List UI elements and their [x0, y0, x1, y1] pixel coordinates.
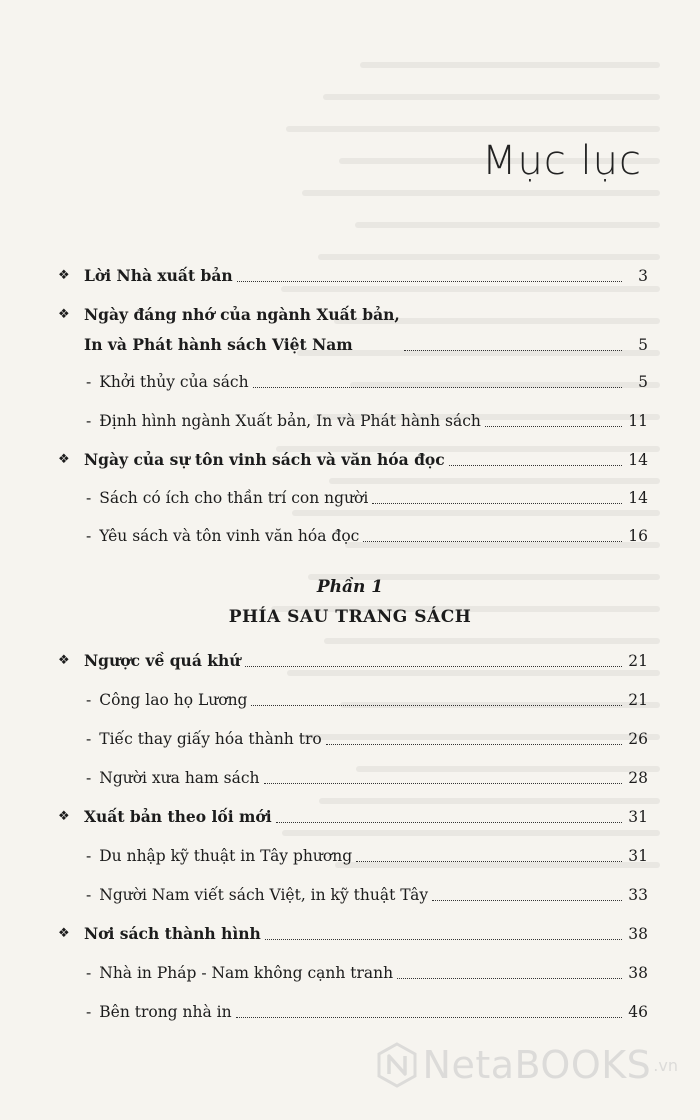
toc-label: Nhà in Pháp - Nam không cạnh tranh — [99, 964, 394, 982]
leader-dots — [245, 666, 622, 667]
dash-marker: - — [86, 527, 92, 545]
watermark-tld: .vn — [653, 1055, 678, 1075]
dash-marker: - — [86, 964, 92, 982]
toc-label: Khởi thủy của sách — [99, 373, 249, 391]
dash-marker: - — [86, 489, 92, 507]
toc-page-number: 21 — [628, 652, 648, 670]
toc-label: Lời Nhà xuất bản — [84, 266, 233, 285]
watermark-word: NetaBOOKS — [422, 1043, 652, 1087]
toc-page-number: 3 — [638, 267, 648, 285]
toc-entry[interactable] — [58, 962, 648, 984]
ghost-line — [323, 94, 660, 100]
leader-dots — [251, 705, 622, 706]
toc-label: Người xưa ham sách — [99, 769, 260, 787]
toc-page-number: 16 — [628, 527, 648, 545]
leader-dots — [264, 783, 622, 784]
toc-label: Ngược về quá khứ — [84, 651, 241, 670]
diamond-bullet-icon: ❖ — [58, 307, 70, 322]
toc-entry[interactable] — [58, 650, 648, 672]
leader-dots — [432, 900, 622, 901]
toc-page-number: 21 — [628, 691, 648, 709]
leader-dots — [265, 939, 622, 940]
toc-page-number: 38 — [628, 964, 648, 982]
toc-label: Xuất bản theo lối mới — [84, 807, 272, 826]
toc-page-number: 38 — [628, 925, 648, 943]
dash-marker: - — [86, 412, 92, 430]
toc-label: Định hình ngành Xuất bản, In và Phát hành sách — [99, 412, 481, 430]
toc-label: Công lao họ Lương — [99, 691, 248, 709]
toc-label — [84, 304, 400, 356]
toc-entry[interactable] — [58, 923, 648, 945]
ghost-line — [360, 62, 660, 68]
part-title: PHÍA SAU TRANG SÁCH — [228, 607, 472, 627]
leader-dots — [236, 1017, 622, 1018]
toc-page-number: 26 — [628, 730, 648, 748]
toc-page-number: 11 — [628, 412, 648, 430]
toc-label: Tiếc thay giấy hóa thành tro — [99, 730, 322, 748]
toc-entry[interactable] — [58, 371, 648, 393]
toc-entry[interactable] — [58, 525, 648, 547]
toc-page-number: 33 — [628, 886, 648, 904]
leader-dots — [397, 978, 622, 979]
toc-entry[interactable] — [58, 728, 648, 750]
toc-page-number: 14 — [628, 489, 648, 507]
toc-label-line: In và Phát hành sách Việt Nam — [84, 335, 353, 354]
diamond-bullet-icon: ❖ — [58, 452, 70, 467]
dash-marker: - — [86, 847, 92, 865]
ghost-line — [286, 126, 660, 132]
toc-entry[interactable] — [58, 410, 648, 432]
hexagon-n-logo-icon — [377, 1042, 417, 1088]
ghost-line — [355, 222, 660, 228]
toc-page-number: 46 — [628, 1003, 648, 1021]
toc-page-number: 31 — [628, 847, 648, 865]
toc-part-1 — [58, 650, 648, 1023]
toc-page-number: 28 — [628, 769, 648, 787]
part-number: Phần 1 — [316, 577, 384, 597]
toc-entry[interactable] — [58, 845, 648, 867]
toc-entry[interactable] — [58, 487, 648, 509]
toc-intro — [58, 265, 648, 547]
dash-marker: - — [86, 1003, 92, 1021]
leader-dots — [237, 281, 622, 282]
leader-dots — [326, 744, 622, 745]
leader-dots — [449, 465, 622, 466]
toc-page-number: 31 — [628, 808, 648, 826]
diamond-bullet-icon: ❖ — [58, 809, 70, 824]
leader-dots — [356, 861, 622, 862]
toc-entry[interactable] — [58, 689, 648, 711]
diamond-bullet-icon: ❖ — [58, 268, 70, 283]
toc-entry[interactable] — [58, 884, 648, 906]
diamond-bullet-icon: ❖ — [58, 653, 70, 668]
leader-dots — [363, 541, 622, 542]
dash-marker: - — [86, 769, 92, 787]
toc-label: Người Nam viết sách Việt, in kỹ thuật Tây — [99, 886, 429, 904]
ghost-line — [302, 190, 660, 196]
toc-label: Du nhập kỹ thuật in Tây phương — [99, 847, 353, 865]
toc-entry[interactable] — [58, 767, 648, 789]
ghost-line — [318, 254, 660, 260]
dash-marker: - — [86, 373, 92, 391]
toc-entry[interactable] — [58, 265, 648, 287]
toc-entry[interactable] — [58, 1001, 648, 1023]
page-title: Mục lục — [481, 138, 642, 184]
toc-entry[interactable] — [58, 806, 648, 828]
toc-label: Bên trong nhà in — [99, 1003, 232, 1021]
leader-dots — [253, 387, 622, 388]
toc-label: Ngày của sự tôn vinh sách và văn hóa đọc — [84, 450, 445, 469]
ghost-line — [324, 638, 660, 644]
toc-label: Sách có ích cho thần trí con người — [99, 489, 369, 507]
toc-entry[interactable] — [58, 449, 648, 471]
toc-label: Yêu sách và tôn vinh văn hóa đọc — [99, 527, 360, 545]
leader-dots — [276, 822, 622, 823]
toc-page-number: 14 — [628, 451, 648, 469]
toc-entry[interactable] — [58, 304, 648, 356]
watermark-logo — [377, 1042, 678, 1088]
dash-marker: - — [86, 886, 92, 904]
toc-page-number: 5 — [638, 336, 648, 354]
toc-page-number: 5 — [638, 373, 648, 391]
leader-dots — [404, 350, 622, 351]
toc-label-line: Ngày đáng nhớ của ngành Xuất bản, — [84, 305, 400, 324]
diamond-bullet-icon: ❖ — [58, 926, 70, 941]
dash-marker: - — [86, 730, 92, 748]
leader-dots — [485, 426, 622, 427]
leader-dots — [372, 503, 622, 504]
toc-label: Nơi sách thành hình — [84, 924, 261, 943]
dash-marker: - — [86, 691, 92, 709]
